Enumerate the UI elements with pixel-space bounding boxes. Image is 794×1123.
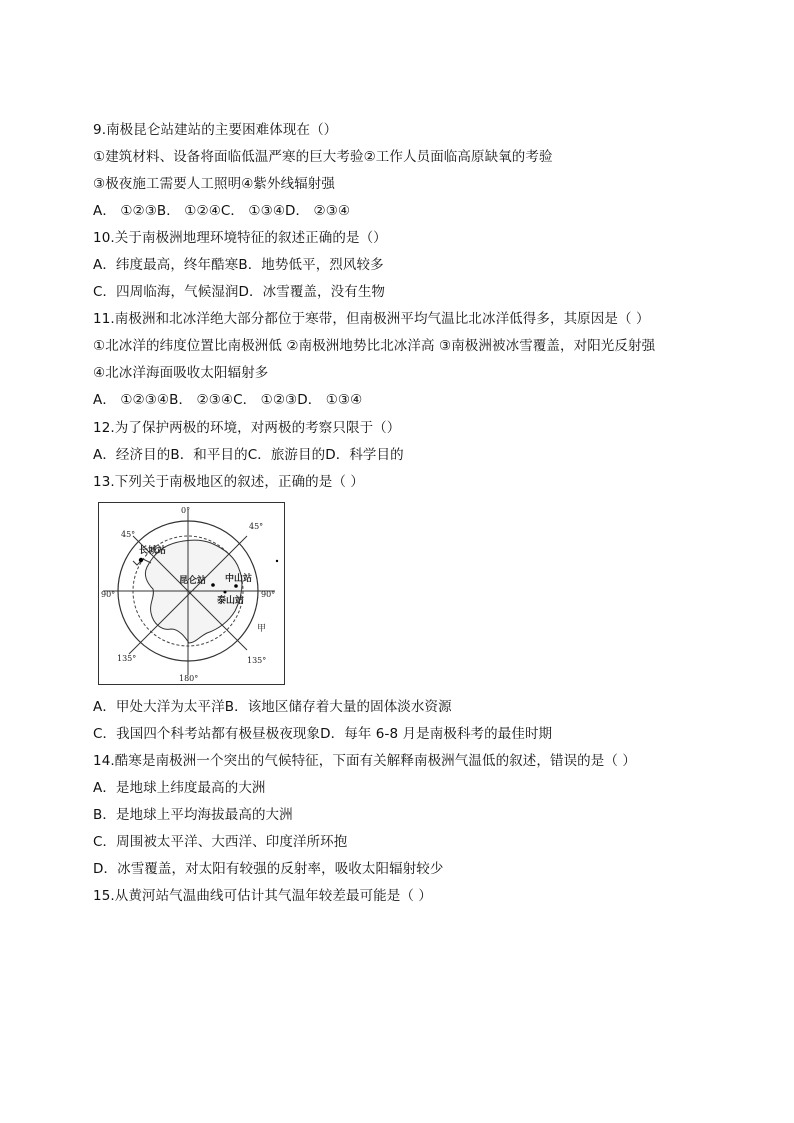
label-lon-90-right: 90° (261, 590, 276, 599)
q13-stem: 13.下列关于南极地区的叙述，正确的是（ ） (93, 474, 364, 490)
q14-option-d: D．冰雪覆盖，对太阳有较强的反射率，吸收太阳辐射较少 (93, 861, 444, 877)
kunlun-station-dot (211, 583, 215, 587)
q11-items-2: ④北冰洋海面吸收太阳辐射多 (93, 365, 269, 381)
label-jia: 甲 (257, 624, 267, 634)
q14-option-b: B．是地球上平均海拔最高的大洲 (93, 807, 293, 823)
q10-options-cd: C．四周临海，气候湿润D．冰雪覆盖，没有生物 (93, 284, 386, 300)
label-lon-180: 180° (179, 674, 199, 683)
q10-options-ab: A．纬度最高，终年酷寒B．地势低平，烈风较多 (93, 257, 384, 273)
changcheng-station-dot (139, 558, 143, 562)
label-taishan-station: 泰山站 (217, 596, 245, 606)
q13-options-ab: A．甲处大洋为太平洋B．该地区储存着大量的固体淡水资源 (93, 699, 452, 715)
label-zhongshan-station: 中山站 (225, 574, 253, 584)
q9-items-2: ③极夜施工需要人工照明④紫外线辐射强 (93, 176, 336, 192)
label-kunlun-station: 昆仑站 (179, 576, 207, 586)
q10-stem: 10.关于南极洲地理环境特征的叙述正确的是（） (93, 230, 387, 246)
q11-stem: 11.南极洲和北冰洋绝大部分都位于寒带，但南极洲平均气温比北冰洋低得多，其原因是（ ） (93, 311, 650, 327)
label-lon-135-right: 135° (247, 656, 267, 665)
q14-option-a: A．是地球上纬度最高的大洲 (93, 780, 266, 796)
q14-stem: 14.酷寒是南极洲一个突出的气候特征，下面有关解释南极洲气温低的叙述，错误的是（ ） (93, 753, 636, 769)
label-lon-0: 0° (181, 506, 191, 515)
q12-options: A．经济目的B．和平目的C．旅游目的D．科学目的 (93, 447, 404, 463)
q9-options: A． ①②③B． ①②④C． ①③④D． ②③④ (93, 203, 351, 219)
label-lon-45-right: 45° (249, 522, 264, 531)
q12-stem: 12.为了保护两极的环境，对两极的考察只限于（） (93, 420, 401, 436)
antarctica-map (98, 502, 285, 685)
label-lon-90-left: 90° (101, 590, 116, 599)
zhongshan-station-dot (234, 584, 238, 588)
label-lon-45-left: 45° (121, 530, 136, 539)
q14-option-c: C．周围被太平洋、大西洋、印度洋所环抱 (93, 834, 348, 850)
q9-items-1: ①建筑材料、设备将面临低温严寒的巨大考验②工作人员面临高原缺氧的考验 (93, 149, 553, 165)
small-island-dot (276, 560, 278, 562)
label-lon-135-left: 135° (117, 654, 137, 663)
q11-options: A． ①②③④B． ②③④C． ①②③D． ①③④ (93, 392, 363, 408)
taishan-station-dot (224, 591, 227, 594)
label-changcheng-station: 长城站 (139, 546, 167, 556)
map-svg (99, 503, 283, 683)
q11-items-1: ①北冰洋的纬度位置比南极洲低 ②南极洲地势比北冰洋高 ③南极洲被冰雪覆盖，对阳光反射强 (93, 338, 656, 354)
q15-stem: 15.从黄河站气温曲线可估计其气温年较差最可能是（ ） (93, 888, 432, 904)
q9-stem: 9.南极昆仑站建站的主要困难体现在（） (93, 122, 338, 138)
q13-options-cd: C．我国四个科考站都有极昼极夜现象D．每年 6-8 月是南极科考的最佳时期 (93, 726, 553, 742)
